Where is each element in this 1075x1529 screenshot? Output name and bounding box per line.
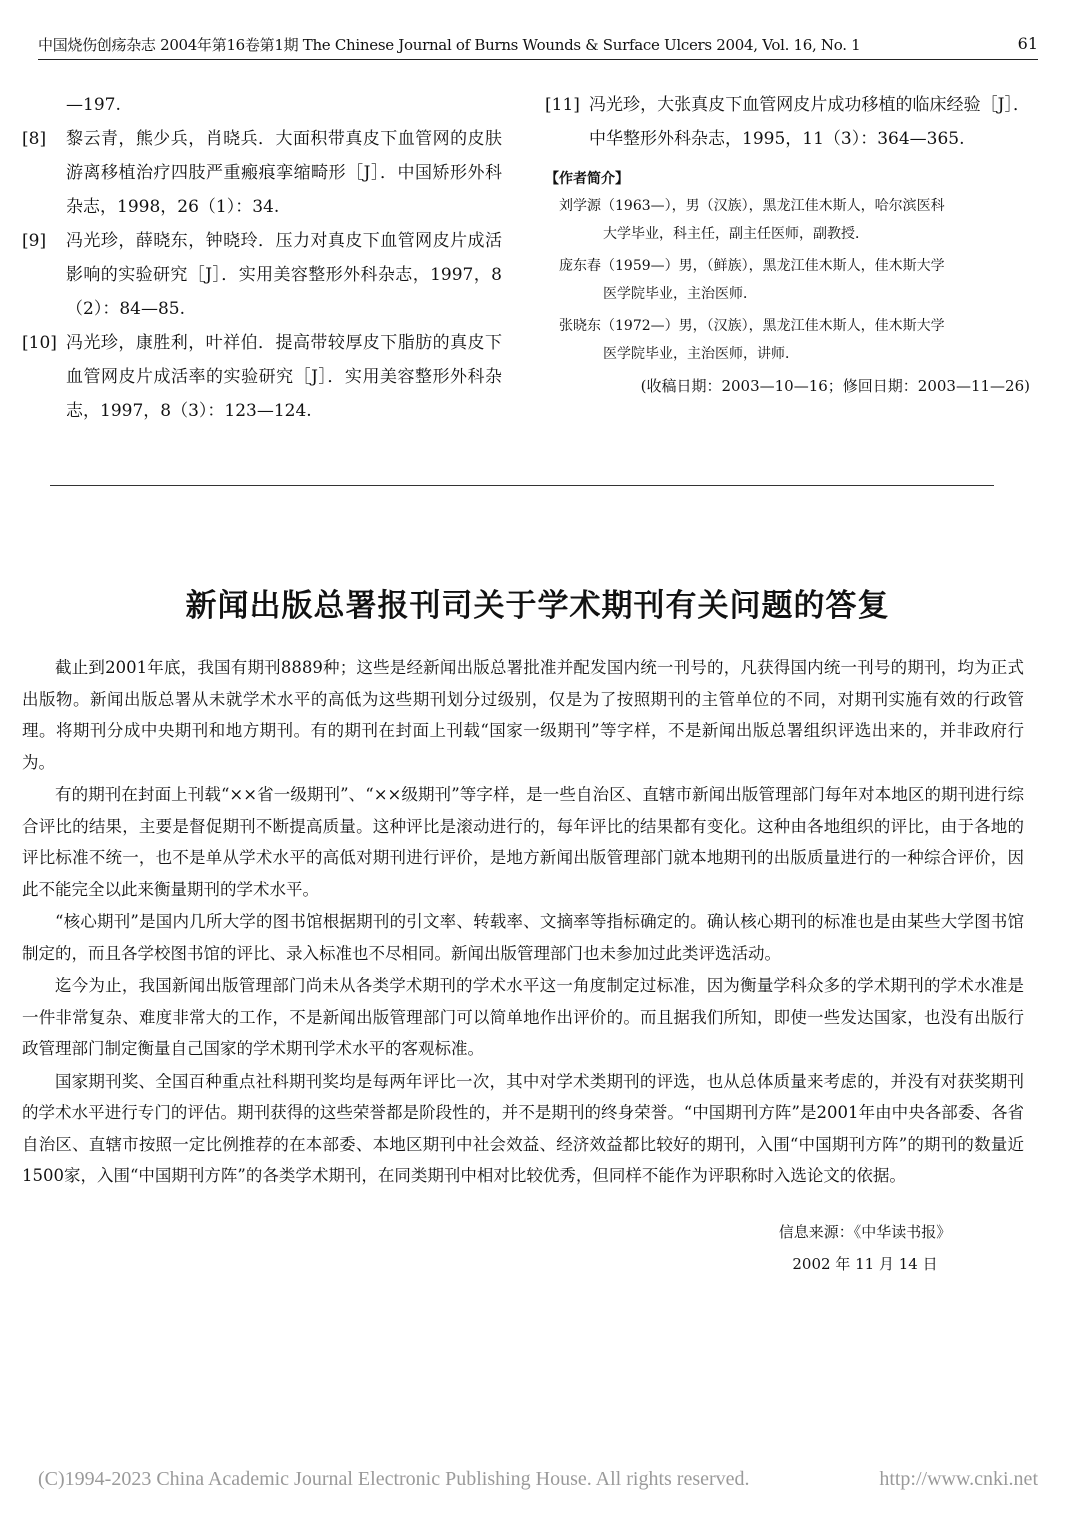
- reference-item: [9] 冯光珍，薛晓东，钟晓玲．压力对真皮下血管网皮片成活影响的实验研究［J］．实用美容整形外科杂志，1997，8（2）：84—85.: [22, 231, 502, 319]
- author-bio-title: 【作者简介】: [545, 171, 629, 187]
- article-paragraph: 有的期刊在封面上刊载“××省一级期刊”、“××级期刊”等字样，是一些自治区、直辖市新闻出版管理部门每年对本地区的期刊进行综合评比的结果，主要是督促期刊不断提高质量。这种评比是滚动进行的，每年评比的结果都有变化。这种由各地组织的评比，由于各地的评比标准不统一，也不是单从学术水平的高低对期刊进行评价，是地方新闻出版管理部门就本地期刊的出版质量进行的一种综合评价，因此不能完全以此来衡量期刊的学术水平。: [22, 785, 1024, 899]
- references-right-column: [545, 88, 1030, 400]
- article-paragraph: “核心期刊”是国内几所大学的图书馆根据期刊的引文率、转载率、文摘率等指标确定的。确认核心期刊的标准也是由某些大学图书馆制定的，而且各学校图书馆的评比、录入标准也不尽相同。新闻出版管理部门也未参加过此类评选活动。: [22, 912, 1024, 963]
- footer-url[interactable]: http://www.cnki.net: [879, 1468, 1038, 1490]
- author-bio-entry: 张晓东（1972—）男，（汉族），黑龙江佳木斯人，佳木斯大学 医学院毕业，主治医师，讲师．: [559, 318, 945, 362]
- reference-item: [8] 黎云青，熊少兵，肖晓兵．大面积带真皮下血管网的皮肤游离移植治疗四肢严重瘢痕挛缩畸形［J］．中国矫形外科杂志，1998，26（1）：34.: [22, 129, 502, 217]
- article-paragraph: 截止到2001年底，我国有期刊8889种；这些是经新闻出版总署批准并配发国内统一刊号的，凡获得国内统一刊号的期刊，均为正式出版物。新闻出版总署从未就学术水平的高低为这些期刊划分过级别，仅是为了按照期刊的主管单位的不同，对期刊实施有效的行政管理。将期刊分成中央期刊和地方期刊。有的期刊在封面上刊载“国家一级期刊”等字样，不是新闻出版总署组织评选出来的，并非政府行为。: [22, 658, 1024, 772]
- article-paragraph: 国家期刊奖、全国百种重点社科期刊奖均是每两年评比一次，其中对学术类期刊的评选，也从总体质量来考虑的，并没有对获奖期刊的学术水平进行专门的评估。期刊获得的这些荣誉都是阶段性的，并不是期刊的终身荣誉。“中国期刊方阵”是2001年由中央各部委、各省自治区、直辖市按照一定比例推荐的在本部委、本地区期刊中社会效益、经济效益都比较好的期刊，入围“中国期刊方阵”的期刊的数量近1500家，入围“中国期刊方阵”的各类学术期刊，在同类期刊中相对比较优秀，但同样不能作为评职称时入选论文的依据。: [22, 1071, 1024, 1185]
- article-paragraph: 迄今为止，我国新闻出版管理部门尚未从各类学术期刊的学术水平这一角度制定过标准，因为衡量学科众多的学术期刊的学术水准是一件非常复杂、难度非常大的工作，不是新闻出版管理部门可以简单地作出评价的。而且据我们所知，即使一些发达国家，也没有出版行政管理部门制定衡量自己国家的学术期刊学术水平的客观标准。: [22, 976, 1024, 1058]
- header-rule: [38, 59, 1038, 60]
- author-bio-entry: 庞东春（1959—）男，（鲜族），黑龙江佳木斯人，佳木斯大学 医学院毕业，主治医师．: [559, 258, 945, 302]
- copyright-text: (C)1994-2023 China Academic Journal Electronic Publishing House. All rights reserved.: [38, 1468, 750, 1490]
- article-title: 新闻出版总署报刊司关于学术期刊有关问题的答复: [185, 588, 890, 624]
- running-header: [38, 34, 1038, 64]
- source-label: 信息来源：《中华读书报》: [778, 1223, 952, 1241]
- reference-item: [11] 冯光珍，大张真皮下血管网皮片成功移植的临床经验［J］．中华整形外科杂志，1995，11（3）：364—365.: [545, 95, 1030, 149]
- page-number: 61: [1017, 34, 1038, 53]
- reference-item: —197.: [66, 95, 121, 115]
- author-bio-entry: 刘学源（1963—），男（汉族），黑龙江佳木斯人，哈尔滨医科 大学毕业，科主任，副主任医师，副教授．: [559, 198, 945, 242]
- section-divider: [50, 485, 994, 486]
- copyright-footer: [38, 1468, 1038, 1491]
- article-body: [22, 652, 1024, 1193]
- reference-item: [10] 冯光珍，康胜利，叶祥伯．提高带较厚皮下脂肪的真皮下血管网皮片成活率的实验研究［J］．实用美容整形外科杂志，1997，8（3）：123—124.: [22, 333, 502, 421]
- journal-header: 中国烧伤创疡杂志 2004年第16卷第1期 The Chinese Journal of Burns Wounds & Surface Ulcers 2004, Vol. 16, No. 1: [38, 36, 861, 54]
- article-source: [740, 1216, 990, 1280]
- received-dates: (收稿日期：2003—10—16；修回日期：2003—11—26): [640, 377, 1030, 395]
- source-date: 2002 年 11 月 14 日: [792, 1255, 938, 1273]
- references-left-column: [22, 88, 502, 428]
